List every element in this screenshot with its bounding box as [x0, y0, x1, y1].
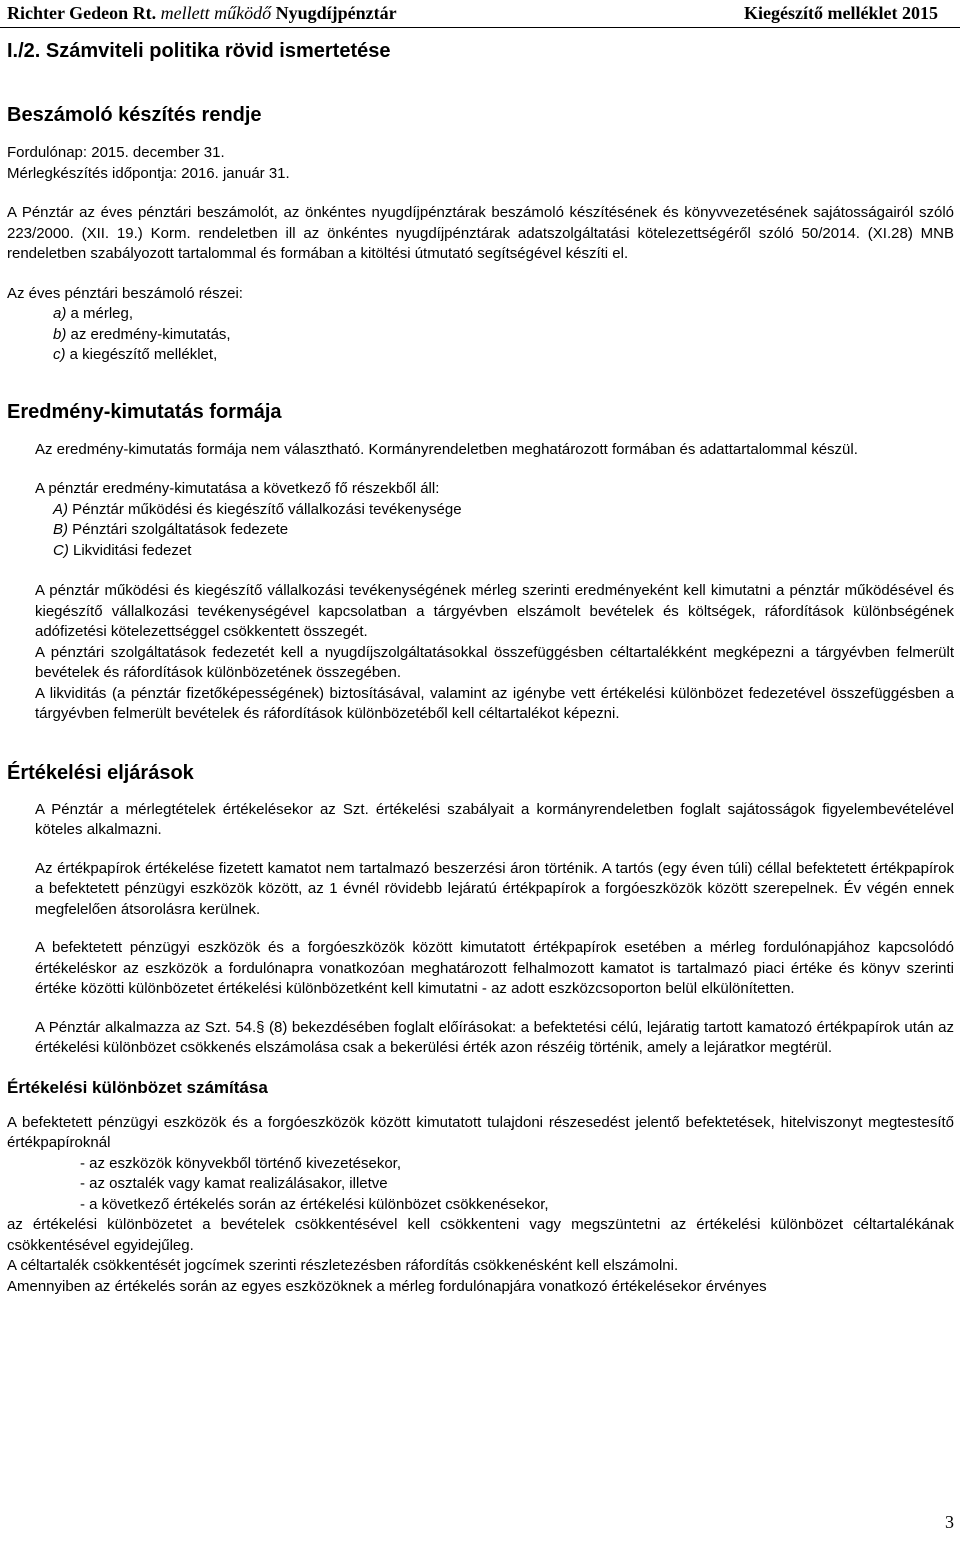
- list-item: a) a mérleg,: [53, 305, 134, 322]
- dash-item: - az eszközök könyvekből történő kivezetésekor,: [80, 1154, 401, 1172]
- paragraph: Amennyiben az értékelés során az egyes eszközöknek a mérleg fordulónapjára vonatkozó értékelésekor érvényes: [7, 1277, 767, 1295]
- parts-intro: Az éves pénztári beszámoló részei:: [7, 284, 243, 302]
- heading-ertekelesi: Értékelési eljárások: [7, 761, 194, 784]
- date-block: [7, 143, 954, 184]
- header-left: Richter Gedeon Rt. mellett működő Nyugdíjpénztár: [7, 3, 397, 24]
- paragraph: A pénztári szolgáltatások fedezetét kell a nyugdíjszolgáltatásokkal összefüggésben céltartalékként megképezni a tárgyévben felmerült bevételek és ráfordítások különbözetének összegében.: [35, 643, 954, 681]
- paragraph: az értékelési különbözetet a bevételek csökkentésével kell csökkenteni vagy megszüntetni az értékelési különbözet céltartalékának csökkentésével egyidejűleg.: [7, 1216, 954, 1254]
- paragraph: A likviditás (a pénztár fizetőképességének) biztosításával, valamint az igénybe vett értékelési különbözet fedezetével összefüggésben a tárgyévben felmerült bevételek és ráfordítások különbözetéből kell céltartalékot képezni.: [35, 684, 954, 722]
- paragraph: A Pénztár a mérlegtételek értékelésekor az Szt. értékelési szabályait a kormányrendeletben foglalt sajátosságok figyelembevételével köteles alkalmazni.: [35, 800, 954, 838]
- list-item: B) Pénztári szolgáltatások fedezete: [53, 521, 289, 538]
- page-number: 3: [945, 1512, 954, 1532]
- paragraph: A befektetett pénzügyi eszközök és a forgóeszközök között kimutatott tulajdoni részesedést jelentő befektetések, hitelviszonyt megtestesítő értékpapíroknál: [7, 1113, 954, 1151]
- paragraph: Az értékpapírok értékelése fizetett kamatot nem tartalmazó beszerzési áron történik. A tartós (egy éven túli) céllal befektetett értékpapírok a befektetett pénzügyi eszközök között, az 1 évnél rövidebb lejáratú értékpapírok a forgóeszközök között szerepelnek. Év végén ennek megfelelően átsorolásra kerülnek.: [35, 859, 954, 918]
- parts-intro: A pénztár eredmény-kimutatása a következő fő részekből áll:: [35, 480, 440, 497]
- kulonbozet-body: [7, 1113, 954, 1298]
- ertekelesi-body: [35, 800, 954, 1059]
- list-item: c) a kiegészítő melléklet,: [53, 346, 218, 363]
- paragraph: A pénztár működési és kiegészítő vállalkozási tevékenységének mérleg szerinti eredményeként kell kimutatni a pénztár működésével és kiegészítő vállalkozási tevékenységével kapcsolatban a tárgyévben elszámolt bevételek és költségek, ráfordítások különbségének adófizetési kötelezettséggel csökkentett összegét.: [35, 582, 954, 640]
- heading-beszamolo: Beszámoló készítés rendje: [7, 104, 262, 126]
- dash-item: - az osztalék vagy kamat realizálásakor, illetve: [80, 1175, 388, 1192]
- list-item: A) Pénztár működési és kiegészítő vállalkozási tevékenysége: [53, 500, 462, 518]
- paragraph: A Pénztár alkalmazza az Szt. 54.§ (8) bekezdésében foglalt előírásokat: a befektetési célú, lejáratig tartott kamatozó értékpapírok után az értékelési különbözet csökkenés elszámolása csak a bekerülési érték azon részéig történik, amely a lejáratkor megtérül.: [35, 1018, 954, 1056]
- fordulonap: Fordulónap: 2015. december 31.: [7, 144, 225, 161]
- list-item: C) Likviditási fedezet: [53, 541, 192, 559]
- section-title: I./2. Számviteli politika rövid ismertetése: [7, 40, 391, 62]
- paragraph: A céltartalék csökkentését jogcímek szerinti részletezésben ráfordítás csökkenésként kell elszámolni.: [7, 1257, 679, 1274]
- parts-block: [7, 284, 954, 366]
- list-item: b) az eredmény-kimutatás,: [53, 325, 231, 343]
- document-body: [7, 36, 954, 1297]
- heading-eredmeny: Eredmény-kimutatás formája: [7, 400, 282, 423]
- paragraph: A Pénztár az éves pénztári beszámolót, az önkéntes nyugdíjpénztárak beszámoló készítésének és könyvvezetésének sajátosságairól szóló 223/2000. (XII. 19.) Korm. rendeletben ill az önkéntes nyugdíjpénztárak adatszolgáltatási kötelezettségéről szóló 50/2014. (XI.28) MNB rendeletben szabályozott tartalommal és formában a kitöltési útmutató segítségével készíti el.: [7, 204, 954, 262]
- merlegkeszites: Mérlegkészítés időpontja: 2016. január 31.: [7, 164, 290, 182]
- heading-kulonbozet: Értékelési különbözet számítása: [7, 1077, 268, 1097]
- eredmeny-body: [35, 581, 954, 725]
- header-right: Kiegészítő melléklet 2015: [744, 3, 938, 24]
- page-header: [0, 0, 960, 28]
- dash-item: - a következő értékelés során az értékelési különbözet csökkenésekor,: [80, 1195, 549, 1213]
- parts-block: [35, 479, 954, 561]
- paragraph: Az eredmény-kimutatás formája nem választható. Kormányrendeletben meghatározott formában és adattartalommal készül.: [35, 440, 858, 458]
- paragraph: A befektetett pénzügyi eszközök és a forgóeszközök között kimutatott értékpapírok esetében a mérleg fordulónapjához kapcsolódó értékeléskor az eszközök a fordulónapra vonatkozóan meghatározott felhalmozott kamatot is tartalmazó piaci értéke és könyv szerinti értéke közötti különbözetet értékelési különbözetként kell kimutatni - az adott eszközcsoporton belül elkülönítetten.: [35, 939, 954, 997]
